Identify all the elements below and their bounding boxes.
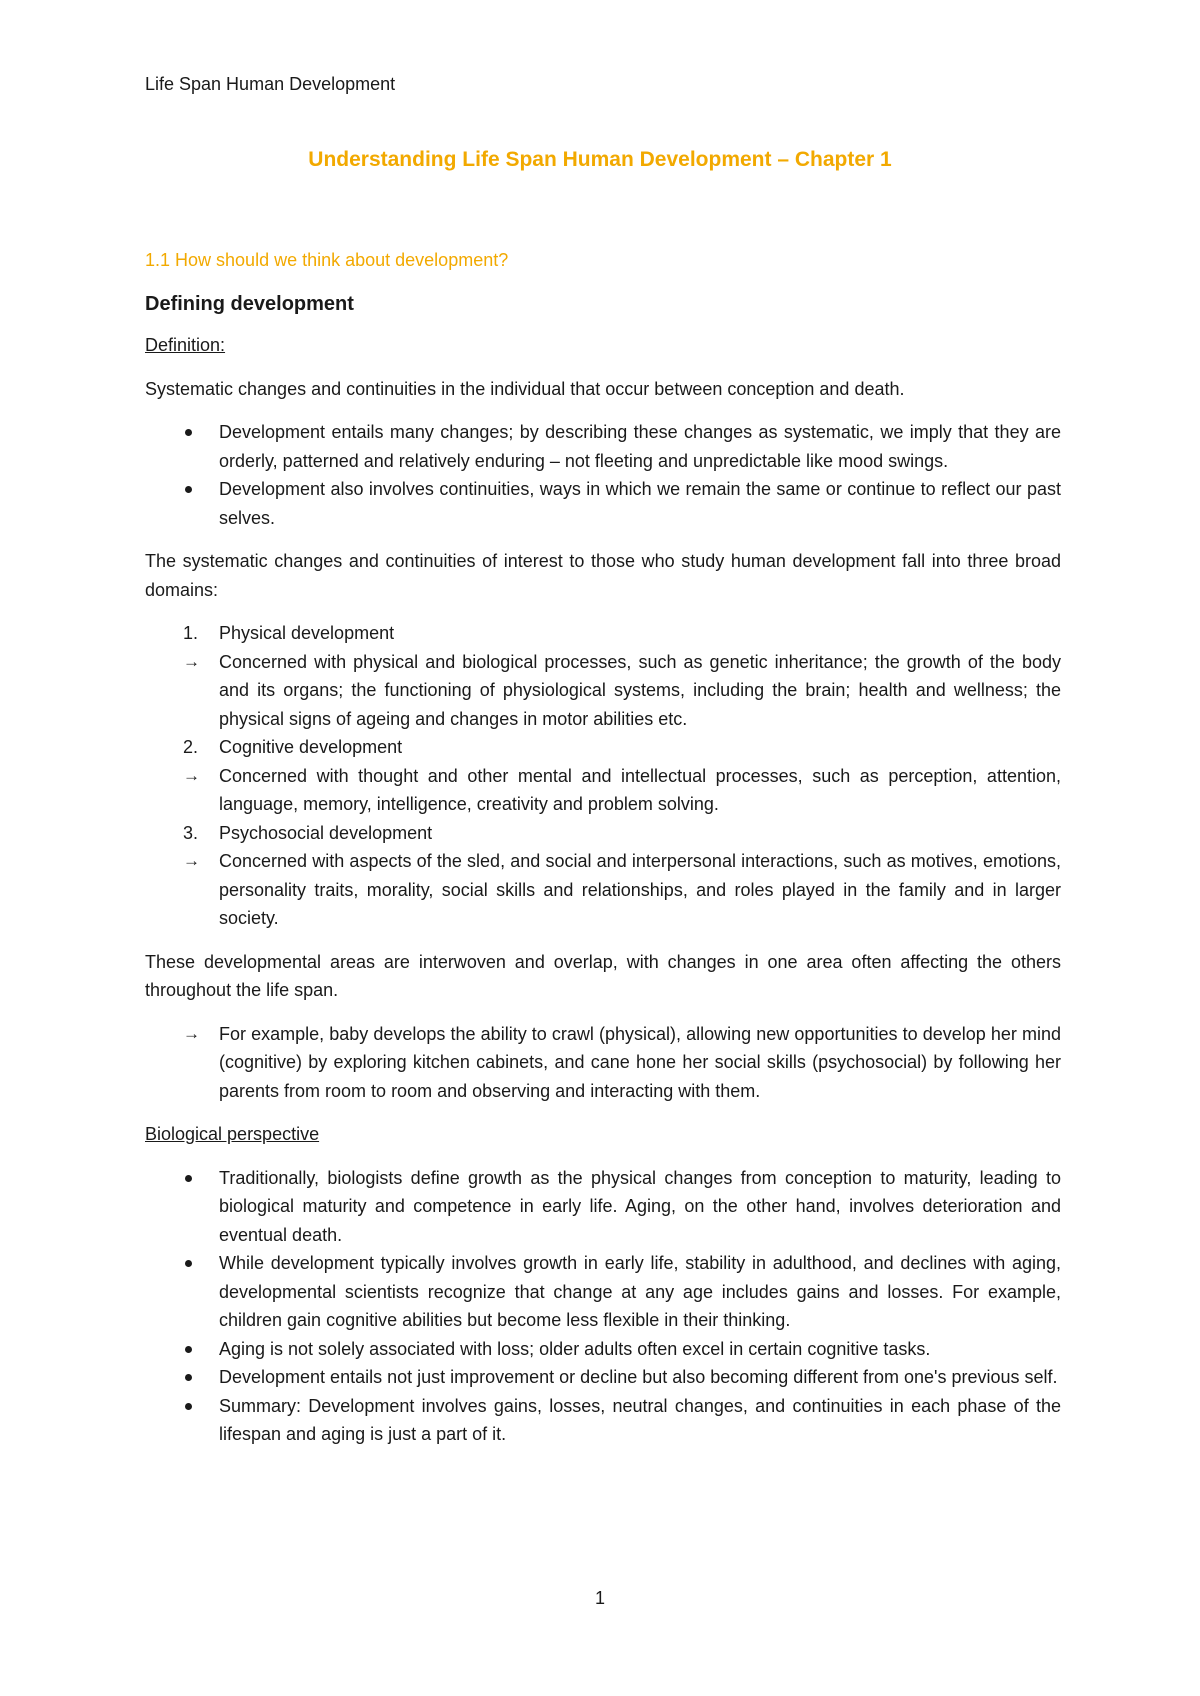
list-item [145, 1392, 1061, 1449]
list-item-text: While development typically involves growth in early life, stability in adulthood, and declines with aging, developmental scientists recognize that change at any age includes gains and losses. For example, children gain cognitive abilities but become less flexible in their thinking. [219, 1253, 1061, 1330]
example-text: For example, baby develops the ability to crawl (physical), allowing new opportunities to develop her mind (cognitive) by exploring kitchen cabinets, and cane hone her social skills (psychosocial) by following her parents from room to room and observing and interacting with them. [219, 1023, 1061, 1101]
domain-description-text: Concerned with physical and biological processes, such as genetic inheritance; the growth of the body and its organs; the functioning of physiological systems, including the brain; health and wellness; the physical signs of ageing and changes in motor abilities etc. [219, 651, 1061, 729]
document-title: Understanding Life Span Human Development – Chapter 1 [308, 148, 892, 171]
arrow-icon: → [183, 1023, 200, 1043]
domain-name: Psychosocial development [219, 822, 433, 843]
overlap-text: These developmental areas are interwoven and overlap, with changes in one area often affecting the others throughout the life span. [145, 951, 1061, 1000]
list-item [145, 1249, 1061, 1335]
biological-perspective-label: Biological perspective [145, 1124, 320, 1144]
bullet-icon [185, 1403, 192, 1410]
arrow-icon: → [183, 851, 200, 870]
list-item-text: Summary: Development involves gains, losses, neutral changes, and continuities in each phase of the lifespan and aging is just a part of it. [219, 1395, 1061, 1444]
bullet-icon [185, 1374, 192, 1381]
definition-text: Systematic changes and continuities in the individual that occur between conception and death. [145, 378, 905, 399]
list-number: 1. [183, 623, 199, 643]
domains-intro: The systematic changes and continuities of interest to those who study human development fall into three broad domains: [145, 551, 1061, 600]
list-item [145, 418, 1061, 475]
list-item-text: Development entails not just improvement or decline but also becoming different from one's previous self. [219, 1367, 1058, 1387]
domains-list [145, 619, 1061, 933]
list-number: 3. [183, 822, 199, 843]
domain-description [145, 847, 1061, 933]
example-list [145, 1020, 1061, 1106]
arrow-icon: → [183, 765, 200, 785]
list-item-text: Development also involves continuities, ways in which we remain the same or continue to reflect our past selves. [219, 479, 1061, 528]
list-item [145, 475, 1061, 532]
bullet-icon [185, 1346, 192, 1353]
section-heading: 1.1 How should we think about development? [145, 250, 509, 270]
running-header: Life Span Human Development [145, 74, 396, 94]
list-item-text: Development entails many changes; by describing these changes as systematic, we imply that they are orderly, patterned and relatively enduring – not fleeting and unpredictable like mood swings. [219, 422, 1061, 471]
domain-description [145, 762, 1061, 819]
document-body [145, 246, 1061, 1464]
biological-bullet-list [145, 1164, 1061, 1449]
definition-label: Definition: [145, 335, 226, 355]
list-item [145, 1335, 1061, 1364]
domain-name: Cognitive development [219, 737, 403, 757]
domain-item [145, 619, 1061, 648]
definition-bullet-list [145, 418, 1061, 532]
list-item [145, 1164, 1061, 1250]
domain-description [145, 648, 1061, 734]
list-item [145, 1363, 1061, 1392]
page-number: 1 [594, 1588, 605, 1608]
subheading-defining-development: Defining development [145, 292, 354, 315]
list-item-text: Traditionally, biologists define growth as the physical changes from conception to maturity, leading to biological maturity and competence in early life. Aging, on the other hand, involves deterioration and eventual death. [219, 1167, 1061, 1245]
arrow-icon: → [183, 651, 200, 671]
example-item [145, 1020, 1061, 1106]
list-number: 2. [183, 737, 199, 757]
bullet-icon [185, 429, 192, 436]
list-item-text: Aging is not solely associated with loss; older adults often excel in certain cognitive tasks. [219, 1338, 931, 1359]
bullet-icon [185, 1260, 192, 1267]
bullet-icon [185, 486, 192, 493]
bullet-icon [185, 1175, 192, 1182]
domain-item [145, 733, 1061, 762]
domain-name: Physical development [219, 623, 395, 643]
domain-description-text: Concerned with thought and other mental and intellectual processes, such as perception, attention, language, memory, intelligence, creativity and problem solving. [219, 765, 1061, 814]
domain-item [145, 819, 1061, 848]
domain-description-text: Concerned with aspects of the sled, and social and interpersonal interactions, such as motives, emotions, personality traits, morality, social skills and relationships, and roles played in the family and in larger society. [219, 851, 1061, 928]
